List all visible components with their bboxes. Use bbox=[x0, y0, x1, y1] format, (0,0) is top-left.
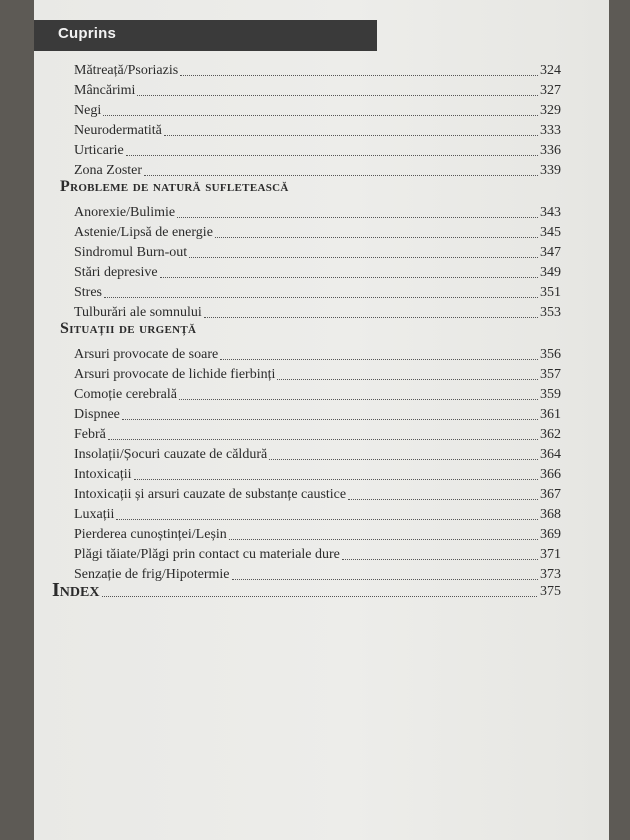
entry-title: Febră bbox=[74, 427, 106, 442]
entry-page: 333 bbox=[540, 123, 561, 138]
entry-page: 343 bbox=[540, 205, 561, 220]
index-title: Index bbox=[52, 579, 100, 601]
entry-title: Neurodermatită bbox=[74, 123, 162, 138]
entry-title: Stări depresive bbox=[74, 265, 158, 280]
dot-leader bbox=[179, 399, 538, 400]
entry-page: 347 bbox=[540, 245, 561, 260]
entry-page: 361 bbox=[540, 407, 561, 422]
toc-entry bbox=[74, 80, 561, 99]
dot-leader bbox=[269, 459, 538, 460]
entry-page: 336 bbox=[540, 143, 561, 158]
entry-title: Astenie/Lipsă de energie bbox=[74, 225, 213, 240]
toc-entry bbox=[74, 384, 561, 403]
dot-leader bbox=[215, 237, 538, 238]
book-page bbox=[34, 0, 609, 840]
dot-leader bbox=[134, 479, 538, 480]
toc-entry bbox=[74, 464, 561, 483]
dot-leader bbox=[180, 75, 538, 76]
entry-page: 364 bbox=[540, 447, 561, 462]
page-title: Cuprins bbox=[58, 25, 117, 42]
toc-entry bbox=[74, 424, 561, 443]
toc-entry bbox=[74, 444, 561, 463]
entry-title: Stres bbox=[74, 285, 102, 300]
index-page: 375 bbox=[540, 584, 561, 599]
dot-leader bbox=[103, 115, 538, 116]
dot-leader bbox=[189, 257, 538, 258]
entry-title: Luxații bbox=[74, 507, 115, 522]
entry-page: 339 bbox=[540, 163, 561, 178]
table-of-contents bbox=[34, 0, 609, 840]
dot-leader bbox=[348, 499, 538, 500]
toc-entry bbox=[74, 504, 561, 523]
dot-leader bbox=[164, 135, 538, 136]
entry-title: Comoție cerebrală bbox=[74, 387, 178, 402]
entry-title: Arsuri provocate de soare bbox=[74, 347, 219, 362]
entry-title: Mâncărimi bbox=[74, 83, 136, 98]
entry-title: Insolații/Șocuri cauzate de căldură bbox=[74, 447, 268, 462]
dot-leader bbox=[104, 297, 538, 298]
entry-title: Intoxicații bbox=[74, 467, 132, 482]
entry-page: 373 bbox=[540, 567, 561, 582]
dot-leader bbox=[220, 359, 538, 360]
dot-leader bbox=[102, 596, 537, 597]
section-heading: Situații de urgență bbox=[60, 320, 197, 337]
entry-title: Mătreață/Psoriazis bbox=[74, 63, 179, 78]
entry-page: 345 bbox=[540, 225, 561, 240]
toc-entry bbox=[74, 202, 561, 221]
toc-entry bbox=[74, 302, 561, 321]
entry-title: Tulburări ale somnului bbox=[74, 305, 202, 320]
entry-page: 371 bbox=[540, 547, 561, 562]
entry-page: 327 bbox=[540, 83, 561, 98]
dot-leader bbox=[160, 277, 538, 278]
toc-entry bbox=[74, 282, 561, 301]
entry-page: 362 bbox=[540, 427, 561, 442]
toc-entry bbox=[74, 242, 561, 261]
entry-title: Anorexie/Bulimie bbox=[74, 205, 176, 220]
entry-title: Arsuri provocate de lichide fierbinți bbox=[74, 367, 276, 382]
toc-entry bbox=[74, 344, 561, 363]
dot-leader bbox=[137, 95, 538, 96]
toc-entry bbox=[74, 364, 561, 383]
dot-leader bbox=[108, 439, 538, 440]
toc-entry bbox=[74, 222, 561, 241]
toc-entry bbox=[74, 140, 561, 159]
toc-entry bbox=[74, 404, 561, 423]
entry-title: Intoxicații și arsuri cauzate de substanțe caustice bbox=[74, 487, 347, 502]
entry-page: 349 bbox=[540, 265, 561, 280]
entry-page: 353 bbox=[540, 305, 561, 320]
dot-leader bbox=[204, 317, 538, 318]
entry-title: Sindromul Burn-out bbox=[74, 245, 188, 260]
dot-leader bbox=[116, 519, 538, 520]
entry-page: 351 bbox=[540, 285, 561, 300]
entry-page: 367 bbox=[540, 487, 561, 502]
section-heading: Probleme de natură sufletească bbox=[60, 178, 289, 195]
entry-page: 366 bbox=[540, 467, 561, 482]
entry-page: 324 bbox=[540, 63, 561, 78]
toc-entry bbox=[74, 484, 561, 503]
dot-leader bbox=[177, 217, 538, 218]
dot-leader bbox=[144, 175, 538, 176]
entry-title: Zona Zoster bbox=[74, 163, 143, 178]
entry-page: 359 bbox=[540, 387, 561, 402]
toc-entry bbox=[74, 544, 561, 563]
entry-title: Dispnee bbox=[74, 407, 120, 422]
toc-entry bbox=[74, 100, 561, 119]
dot-leader bbox=[229, 539, 538, 540]
dot-leader bbox=[277, 379, 538, 380]
entry-page: 329 bbox=[540, 103, 561, 118]
toc-entry bbox=[74, 160, 561, 179]
dot-leader bbox=[126, 155, 538, 156]
toc-entry bbox=[74, 60, 561, 79]
entry-page: 356 bbox=[540, 347, 561, 362]
entry-title: Senzație de frig/Hipotermie bbox=[74, 567, 230, 582]
entry-page: 368 bbox=[540, 507, 561, 522]
toc-entry bbox=[74, 524, 561, 543]
toc-entry bbox=[74, 120, 561, 139]
entry-title: Negi bbox=[74, 103, 102, 118]
entry-title: Urticarie bbox=[74, 143, 124, 158]
entry-title: Plăgi tăiate/Plăgi prin contact cu materiale dure bbox=[74, 547, 340, 562]
dot-leader bbox=[122, 419, 538, 420]
index-entry bbox=[52, 578, 561, 600]
entry-page: 369 bbox=[540, 527, 561, 542]
toc-entry bbox=[74, 262, 561, 281]
entry-page: 357 bbox=[540, 367, 561, 382]
entry-title: Pierderea cunoștinței/Leșin bbox=[74, 527, 227, 542]
dot-leader bbox=[342, 559, 538, 560]
